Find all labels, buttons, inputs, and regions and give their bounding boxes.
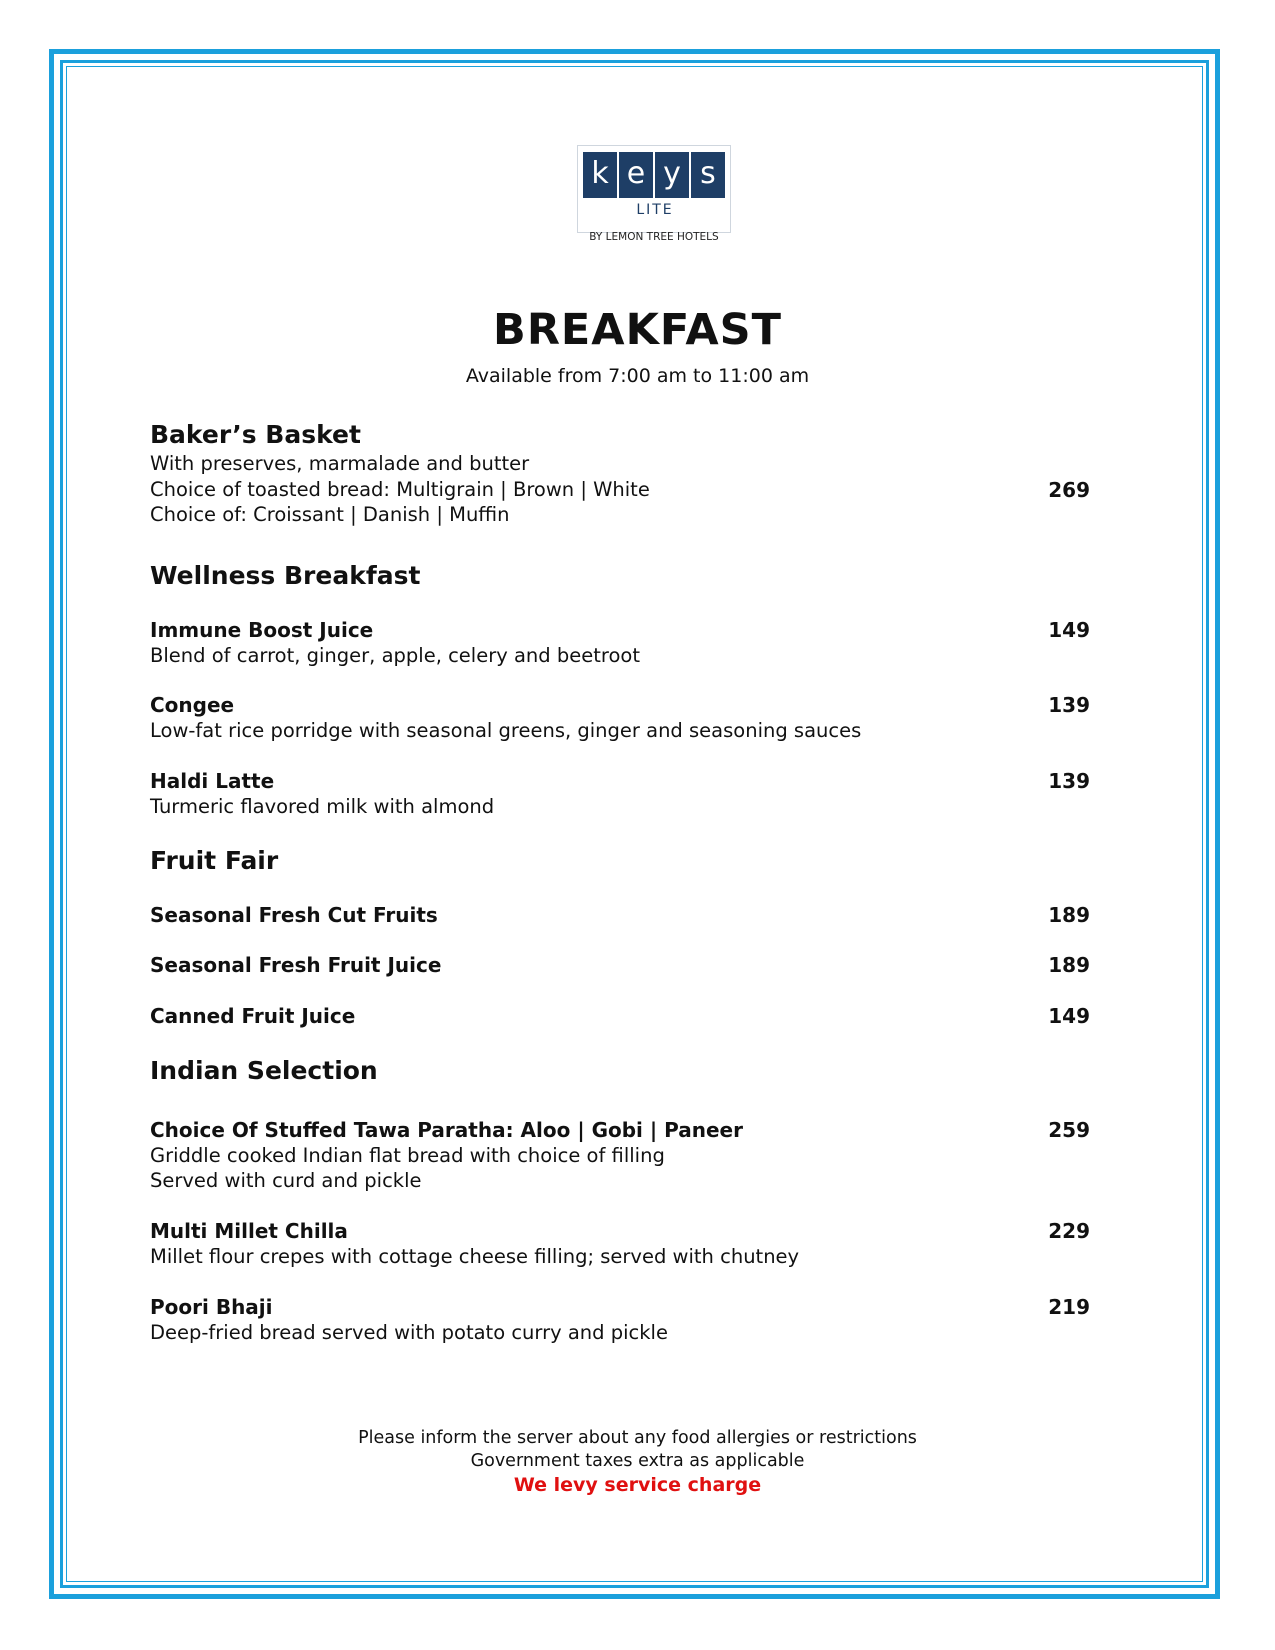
- logo-by-text: BY LEMON TREE HOTELS: [589, 231, 719, 243]
- bakers-desc-line-1: With preserves, marmalade and butter: [150, 452, 530, 475]
- allergy-notice: Please inform the server about any food allergies or restrictions: [358, 1428, 917, 1448]
- service-charge-notice: We levy service charge: [513, 1474, 762, 1496]
- logo-lite-text: LITE: [636, 202, 674, 218]
- section-title-indian: Indian Selection: [150, 1056, 378, 1085]
- bakers-desc-line-2: Choice of toasted bread: Multigrain | Brown | White: [150, 478, 650, 501]
- menu-item-price: 229: [1048, 1219, 1090, 1243]
- menu-item-name: Multi Millet Chilla: [150, 1219, 348, 1243]
- menu-item-price: 189: [1048, 953, 1090, 977]
- logo-letter-y: y: [655, 152, 689, 198]
- logo-letter-e: e: [619, 152, 653, 198]
- menu-item-name: Haldi Latte: [150, 769, 275, 793]
- menu-item-desc: Turmeric flavored milk with almond: [150, 795, 495, 818]
- menu-item-desc: Served with curd and pickle: [150, 1169, 422, 1192]
- page-title: BREAKFAST: [493, 305, 782, 355]
- menu-item-desc: Deep-fried bread served with potato curry and pickle: [150, 1321, 668, 1344]
- menu-item-price: 149: [1048, 1004, 1090, 1028]
- menu-item-name: Immune Boost Juice: [150, 618, 374, 642]
- menu-item-name: Seasonal Fresh Cut Fruits: [150, 903, 438, 927]
- menu-item-name: Canned Fruit Juice: [150, 1004, 356, 1028]
- menu-item-price: 219: [1048, 1295, 1090, 1319]
- menu-item-desc: Low-fat rice porridge with seasonal greens, ginger and seasoning sauces: [150, 719, 862, 742]
- menu-item-price: 259: [1048, 1118, 1090, 1142]
- menu-item-name: Choice Of Stuffed Tawa Paratha: Aloo | Gobi | Paneer: [150, 1118, 743, 1142]
- availability-text: Available from 7:00 am to 11:00 am: [465, 365, 810, 387]
- logo-letter-s: s: [691, 152, 725, 198]
- bakers-price: 269: [1048, 478, 1090, 502]
- menu-item-name: Congee: [150, 693, 235, 717]
- keys-lite-logo: [577, 145, 731, 245]
- menu-item-price: 139: [1048, 693, 1090, 717]
- menu-item-desc: Griddle cooked Indian flat bread with choice of filling: [150, 1144, 665, 1167]
- bakers-desc-line-3: Choice of: Croissant | Danish | Muffin: [150, 503, 510, 526]
- logo-letter-k: k: [583, 152, 617, 198]
- logo-box: [577, 145, 731, 233]
- logo-letters: [583, 152, 725, 198]
- menu-item-name: Poori Bhaji: [150, 1295, 273, 1319]
- section-title-bakers-basket: Baker’s Basket: [150, 420, 361, 449]
- menu-item-price: 149: [1048, 618, 1090, 642]
- tax-notice: Government taxes extra as applicable: [470, 1451, 805, 1471]
- menu-item-name: Seasonal Fresh Fruit Juice: [150, 953, 442, 977]
- section-title-fruit-fair: Fruit Fair: [150, 846, 279, 875]
- menu-item-desc: Millet flour crepes with cottage cheese filling; served with chutney: [150, 1245, 800, 1268]
- menu-item-desc: Blend of carrot, ginger, apple, celery and beetroot: [150, 644, 640, 667]
- menu-item-price: 189: [1048, 903, 1090, 927]
- section-title-wellness: Wellness Breakfast: [150, 561, 421, 590]
- page-border-inner-thin: [66, 66, 1203, 1582]
- menu-item-price: 139: [1048, 769, 1090, 793]
